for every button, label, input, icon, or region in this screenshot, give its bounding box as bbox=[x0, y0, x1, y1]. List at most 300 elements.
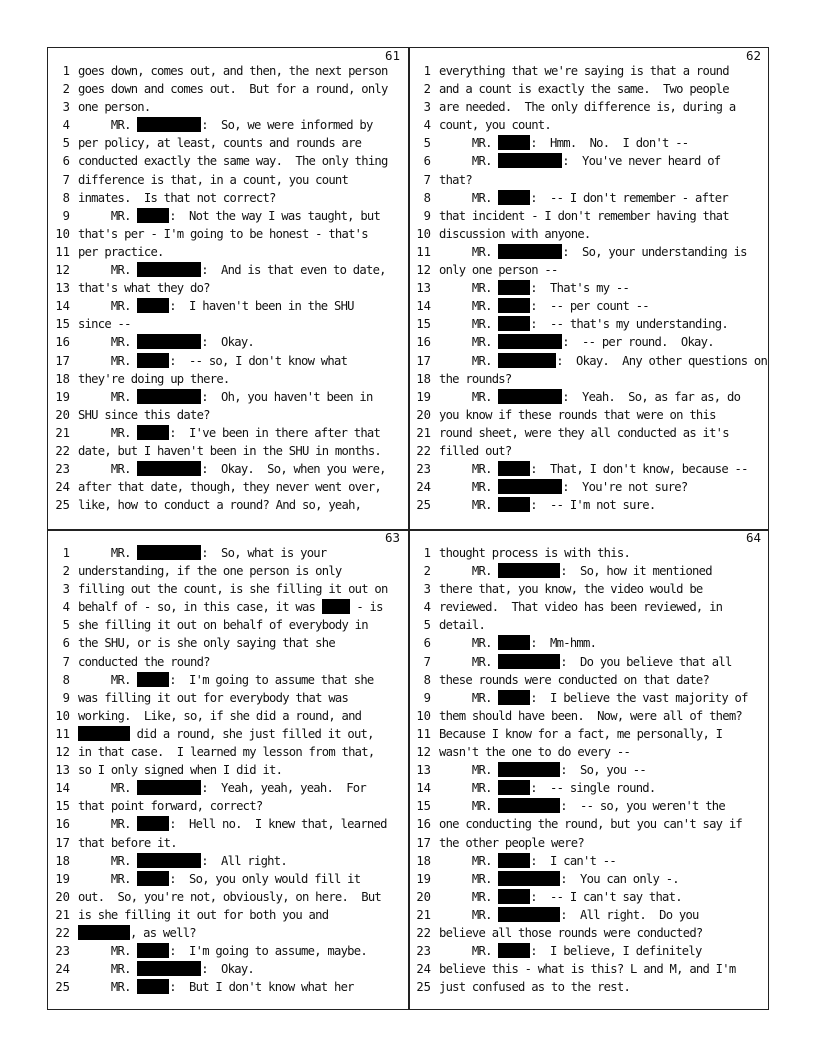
redaction-block bbox=[498, 780, 530, 795]
transcript-line bbox=[48, 134, 408, 152]
transcript-line bbox=[48, 634, 408, 652]
line-text: that incident - I don't remember having that bbox=[439, 208, 729, 223]
line-text-continued: , as well? bbox=[130, 925, 196, 940]
transcript-line bbox=[409, 225, 769, 243]
transcript-line bbox=[409, 207, 769, 225]
line-text: like, how to conduct a round? And so, yeah, bbox=[78, 498, 362, 513]
line-text: MR. bbox=[78, 389, 138, 404]
line-text: MR. bbox=[439, 244, 499, 259]
line-text-continued: : -- so, you weren't the bbox=[560, 799, 725, 814]
line-number: 17 bbox=[416, 353, 431, 368]
line-number: 20 bbox=[416, 889, 431, 904]
transcript-line bbox=[409, 80, 769, 98]
redaction-block bbox=[137, 262, 201, 277]
line-text: the SHU, or is she only saying that she bbox=[78, 636, 335, 651]
redaction-block bbox=[498, 943, 530, 958]
redaction-block bbox=[498, 762, 560, 777]
line-text: MR. bbox=[439, 480, 499, 495]
transcript-line bbox=[48, 261, 408, 279]
line-text: working. Like, so, if she did a round, and bbox=[78, 708, 362, 723]
redaction-block bbox=[498, 298, 530, 313]
redaction-block bbox=[137, 816, 169, 831]
page-number: 64 bbox=[745, 530, 761, 545]
line-number: 7 bbox=[423, 654, 431, 669]
transcript-line bbox=[48, 207, 408, 225]
line-number: 12 bbox=[416, 745, 431, 760]
line-text: is she filling it out for both you and bbox=[78, 907, 329, 922]
line-text: goes down, comes out, and then, the next person bbox=[78, 64, 388, 78]
line-number: 25 bbox=[416, 980, 431, 995]
line-text-continued: : So, your understanding is bbox=[562, 244, 747, 259]
page-number: 61 bbox=[384, 48, 400, 63]
page-lines bbox=[409, 62, 769, 514]
line-number: 3 bbox=[423, 582, 431, 597]
line-text-continued: : -- I'm not sure. bbox=[530, 498, 656, 513]
line-number: 20 bbox=[416, 407, 431, 422]
line-text: MR. bbox=[439, 889, 499, 904]
transcript-line bbox=[409, 888, 769, 906]
line-number: 1 bbox=[423, 64, 431, 78]
line-number: 9 bbox=[423, 690, 431, 705]
redaction-block bbox=[498, 635, 530, 650]
line-text: these rounds were conducted on that date? bbox=[439, 672, 710, 687]
transcript-page-62 bbox=[409, 48, 769, 529]
line-number: 3 bbox=[62, 100, 70, 115]
transcript-line bbox=[48, 743, 408, 761]
line-text-continued: : I'm going to assume that she bbox=[169, 672, 374, 687]
line-text: you know if these rounds that were on this bbox=[439, 407, 716, 422]
line-text-continued: : I believe the vast majority of bbox=[530, 690, 748, 705]
transcript-line bbox=[409, 616, 769, 634]
transcript-line bbox=[48, 797, 408, 815]
transcript-grid bbox=[47, 47, 769, 1010]
line-number: 19 bbox=[416, 871, 431, 886]
line-text: so I only signed when I did it. bbox=[78, 763, 283, 778]
line-text-continued: : And is that even to date, bbox=[201, 263, 386, 278]
transcript-line bbox=[48, 406, 408, 424]
redaction-block bbox=[137, 871, 169, 886]
line-text: MR. bbox=[78, 944, 138, 959]
redaction-block bbox=[137, 943, 169, 958]
line-text: MR. bbox=[78, 980, 138, 995]
redaction-block bbox=[137, 353, 169, 368]
line-number: 16 bbox=[55, 817, 70, 832]
redaction-block bbox=[498, 190, 530, 205]
transcript-line bbox=[409, 261, 769, 279]
transcript-line bbox=[409, 406, 769, 424]
line-text: thought process is with this. bbox=[439, 546, 631, 560]
redaction-block bbox=[498, 853, 530, 868]
transcript-line bbox=[409, 297, 769, 315]
redaction-block bbox=[498, 316, 530, 331]
transcript-line bbox=[48, 478, 408, 496]
line-number: 16 bbox=[416, 335, 431, 350]
line-text: filling out the count, is she filling it out on bbox=[78, 582, 388, 597]
line-text: MR. bbox=[439, 353, 499, 368]
line-text: filled out? bbox=[439, 443, 512, 458]
transcript-line bbox=[409, 707, 769, 725]
line-text-continued: : Okay. So, when you were, bbox=[201, 462, 386, 477]
redaction-block bbox=[498, 889, 530, 904]
line-text: conducted exactly the same way. The only thing bbox=[78, 154, 388, 169]
line-text-continued: : -- so, I don't know what bbox=[169, 353, 348, 368]
page-number: 63 bbox=[384, 530, 400, 545]
transcript-line bbox=[48, 80, 408, 98]
line-number: 24 bbox=[416, 962, 431, 977]
redaction-block bbox=[498, 871, 560, 886]
line-number: 10 bbox=[55, 226, 70, 241]
line-number: 17 bbox=[416, 835, 431, 850]
transcript-line bbox=[48, 279, 408, 297]
line-number: 13 bbox=[416, 281, 431, 296]
line-text-continued: : You're not sure? bbox=[562, 480, 688, 495]
transcript-line bbox=[48, 424, 408, 442]
line-text: they're doing up there. bbox=[78, 371, 230, 386]
transcript-line bbox=[409, 243, 769, 261]
transcript-line bbox=[409, 779, 769, 797]
line-text: MR. bbox=[439, 763, 499, 778]
transcript-line bbox=[48, 725, 408, 743]
redaction-block bbox=[498, 563, 560, 578]
page-lines bbox=[48, 544, 408, 996]
line-text: understanding, if the one person is only bbox=[78, 564, 342, 579]
line-number: 5 bbox=[423, 136, 431, 151]
line-number: 15 bbox=[55, 799, 70, 814]
transcript-line bbox=[409, 388, 769, 406]
redaction-block bbox=[498, 690, 530, 705]
line-text-continued: : You've never heard of bbox=[562, 154, 721, 169]
line-text-continued: : -- that's my understanding. bbox=[530, 317, 728, 332]
line-text-continued: : All right. Do you bbox=[560, 907, 699, 922]
line-text-continued: : I'm going to assume, maybe. bbox=[169, 944, 367, 959]
line-text: MR. bbox=[78, 263, 138, 278]
transcript-line bbox=[48, 888, 408, 906]
line-number: 25 bbox=[416, 498, 431, 513]
line-text-continued: : I haven't been in the SHU bbox=[169, 299, 354, 314]
transcript-page-64 bbox=[409, 530, 769, 1011]
line-number: 25 bbox=[55, 980, 70, 995]
transcript-line bbox=[48, 152, 408, 170]
line-text: MR. bbox=[78, 462, 138, 477]
line-number: 3 bbox=[423, 100, 431, 115]
line-number: 6 bbox=[62, 154, 70, 169]
transcript-line bbox=[48, 370, 408, 388]
line-text: MR. bbox=[78, 962, 138, 977]
transcript-line bbox=[48, 671, 408, 689]
line-text: SHU since this date? bbox=[78, 407, 210, 422]
line-text: per practice. bbox=[78, 244, 164, 259]
line-text-continued: : I believe, I definitely bbox=[530, 944, 702, 959]
line-number: 23 bbox=[416, 944, 431, 959]
line-number: 15 bbox=[416, 799, 431, 814]
line-text: MR. bbox=[439, 564, 499, 579]
line-text-continued: : -- I don't remember - after bbox=[530, 190, 728, 205]
line-number: 21 bbox=[55, 907, 70, 922]
transcript-line bbox=[48, 870, 408, 888]
line-number: 8 bbox=[423, 190, 431, 205]
line-number: 19 bbox=[55, 389, 70, 404]
line-number: 22 bbox=[55, 443, 70, 458]
line-number: 6 bbox=[62, 636, 70, 651]
transcript-line bbox=[48, 116, 408, 134]
line-text: are needed. The only difference is, during a bbox=[439, 100, 736, 115]
line-text: out. So, you're not, obviously, on here. But bbox=[78, 889, 382, 904]
transcript-line bbox=[409, 496, 769, 514]
transcript-line bbox=[48, 171, 408, 189]
redaction-block bbox=[137, 461, 201, 476]
transcript-line bbox=[48, 942, 408, 960]
line-text-continued: : -- per round. Okay. bbox=[562, 335, 714, 350]
transcript-line bbox=[48, 779, 408, 797]
transcript-page-63 bbox=[48, 530, 408, 1011]
transcript-line bbox=[409, 797, 769, 815]
line-number: 16 bbox=[416, 817, 431, 832]
line-number: 20 bbox=[55, 407, 70, 422]
redaction-block bbox=[498, 461, 530, 476]
line-number: 10 bbox=[55, 708, 70, 723]
redaction-block bbox=[498, 497, 530, 512]
redaction-block bbox=[498, 389, 562, 404]
line-text: inmates. Is that not correct? bbox=[78, 190, 276, 205]
transcript-line bbox=[48, 978, 408, 996]
line-text: MR. bbox=[78, 817, 138, 832]
redaction-block bbox=[137, 208, 169, 223]
line-number: 11 bbox=[55, 726, 70, 741]
line-number: 12 bbox=[55, 745, 70, 760]
line-number: 14 bbox=[416, 781, 431, 796]
line-text-continued: : All right. bbox=[201, 853, 287, 868]
line-number: 9 bbox=[423, 208, 431, 223]
line-number: 14 bbox=[55, 781, 70, 796]
line-number: 22 bbox=[55, 925, 70, 940]
transcript-line bbox=[409, 852, 769, 870]
line-number: 4 bbox=[423, 600, 431, 615]
line-number: 17 bbox=[55, 835, 70, 850]
transcript-page-61 bbox=[48, 48, 408, 529]
transcript-line bbox=[48, 460, 408, 478]
line-text-continued: : -- I can't say that. bbox=[530, 889, 682, 904]
redaction-block bbox=[78, 925, 130, 940]
transcript-line bbox=[409, 815, 769, 833]
redaction-block bbox=[137, 672, 169, 687]
line-number: 5 bbox=[62, 136, 70, 151]
line-text: MR. bbox=[439, 690, 499, 705]
transcript-line bbox=[409, 370, 769, 388]
line-number: 5 bbox=[423, 618, 431, 633]
transcript-line bbox=[48, 333, 408, 351]
line-text-continued: : So, you -- bbox=[560, 763, 646, 778]
line-text-continued: : Okay. bbox=[201, 335, 254, 350]
transcript-line bbox=[48, 815, 408, 833]
line-number: 18 bbox=[416, 853, 431, 868]
line-text: detail. bbox=[439, 618, 486, 633]
line-text: MR. bbox=[439, 389, 499, 404]
line-text: MR. bbox=[78, 781, 138, 796]
redaction-block bbox=[137, 780, 201, 795]
transcript-line bbox=[48, 388, 408, 406]
line-text: MR. bbox=[439, 853, 499, 868]
transcript-line bbox=[409, 634, 769, 652]
transcript-line bbox=[48, 225, 408, 243]
line-text: date, but I haven't been in the SHU in months. bbox=[78, 443, 382, 458]
line-text: Because I know for a fact, me personally, I bbox=[439, 726, 723, 741]
line-text: MR. bbox=[439, 335, 499, 350]
transcript-line bbox=[409, 152, 769, 170]
line-text: MR. bbox=[78, 853, 138, 868]
line-number: 3 bbox=[62, 582, 70, 597]
transcript-line bbox=[409, 134, 769, 152]
redaction-block bbox=[78, 726, 130, 741]
line-text-continued: : Yeah. So, as far as, do bbox=[562, 389, 741, 404]
line-number: 6 bbox=[423, 636, 431, 651]
transcript-line bbox=[409, 924, 769, 942]
line-number: 13 bbox=[416, 763, 431, 778]
line-number: 8 bbox=[62, 672, 70, 687]
redaction-block bbox=[498, 153, 562, 168]
line-text: goes down and comes out. But for a round, only bbox=[78, 82, 388, 97]
line-text: MR. bbox=[439, 871, 499, 886]
transcript-line bbox=[409, 725, 769, 743]
redaction-block bbox=[137, 298, 169, 313]
redaction-block bbox=[498, 479, 562, 494]
line-text: that's per - I'm going to be honest - that's bbox=[78, 226, 368, 241]
line-text: was filling it out for everybody that was bbox=[78, 690, 349, 705]
line-text-continued: : You can only -. bbox=[560, 871, 679, 886]
redaction-block bbox=[137, 389, 201, 404]
line-text-continued: : Mm-hmm. bbox=[530, 636, 597, 651]
line-number: 13 bbox=[55, 281, 70, 296]
line-text: wasn't the one to do every -- bbox=[439, 745, 631, 760]
line-number: 11 bbox=[416, 726, 431, 741]
line-text: that? bbox=[439, 172, 472, 187]
line-number: 10 bbox=[416, 226, 431, 241]
transcript-line bbox=[48, 562, 408, 580]
line-text: there that, you know, the video would be bbox=[439, 582, 703, 597]
line-number: 23 bbox=[55, 462, 70, 477]
line-text-continued: : Do you believe that all bbox=[560, 654, 732, 669]
line-text: MR. bbox=[78, 546, 138, 560]
redaction-block bbox=[137, 961, 201, 976]
redaction-block bbox=[137, 117, 201, 132]
transcript-line bbox=[48, 689, 408, 707]
line-number: 1 bbox=[423, 546, 431, 560]
transcript-line bbox=[48, 580, 408, 598]
line-text-continued: : So, what is your bbox=[201, 546, 327, 560]
line-text: since -- bbox=[78, 317, 131, 332]
line-text: the rounds? bbox=[439, 371, 512, 386]
transcript-line bbox=[48, 761, 408, 779]
transcript-line bbox=[409, 116, 769, 134]
line-text: MR. bbox=[78, 353, 138, 368]
line-text: believe this - what is this? L and M, and I'm bbox=[439, 962, 736, 977]
transcript-line bbox=[48, 924, 408, 942]
page-lines bbox=[409, 544, 769, 996]
line-text-continued: : -- single round. bbox=[530, 781, 656, 796]
line-text: only one person -- bbox=[439, 263, 558, 278]
line-text: MR. bbox=[439, 781, 499, 796]
line-text: MR. bbox=[439, 136, 499, 151]
line-number: 15 bbox=[55, 317, 70, 332]
line-text-continued: : I can't -- bbox=[530, 853, 616, 868]
transcript-line bbox=[48, 297, 408, 315]
line-number: 5 bbox=[62, 618, 70, 633]
line-number: 21 bbox=[416, 425, 431, 440]
line-text: MR. bbox=[78, 871, 138, 886]
line-text: and a count is exactly the same. Two people bbox=[439, 82, 729, 97]
line-number: 13 bbox=[55, 763, 70, 778]
transcript-line bbox=[48, 442, 408, 460]
transcript-line bbox=[409, 580, 769, 598]
line-text: she filling it out on behalf of everybody in bbox=[78, 618, 368, 633]
redaction-block bbox=[137, 979, 169, 994]
line-text: just confused as to the rest. bbox=[439, 980, 631, 995]
line-text: the other people were? bbox=[439, 835, 584, 850]
line-text: MR. bbox=[439, 299, 499, 314]
line-text-continued: : Okay. bbox=[201, 962, 254, 977]
line-text-continued: : Okay. Any other questions on bbox=[556, 353, 768, 368]
line-number: 12 bbox=[416, 263, 431, 278]
line-number: 9 bbox=[62, 690, 70, 705]
transcript-line bbox=[409, 279, 769, 297]
transcript-line bbox=[409, 189, 769, 207]
line-text-continued: : But I don't know what her bbox=[169, 980, 354, 995]
line-text: MR. bbox=[439, 907, 499, 922]
line-text-continued: : Yeah, yeah, yeah. For bbox=[201, 781, 366, 796]
transcript-line bbox=[409, 906, 769, 924]
redaction-block bbox=[322, 599, 350, 614]
line-text: MR. bbox=[439, 190, 499, 205]
redaction-block bbox=[498, 334, 562, 349]
line-number: 8 bbox=[62, 190, 70, 205]
transcript-line bbox=[409, 743, 769, 761]
page-lines bbox=[48, 62, 408, 514]
line-number: 15 bbox=[416, 317, 431, 332]
line-number: 18 bbox=[416, 371, 431, 386]
line-text: conducted the round? bbox=[78, 654, 210, 669]
redaction-block bbox=[137, 545, 201, 560]
line-text: one conducting the round, but you can't say if bbox=[439, 817, 743, 832]
transcript-line bbox=[48, 315, 408, 333]
transcript-line bbox=[409, 478, 769, 496]
line-text: everything that we're saying is that a round bbox=[439, 64, 729, 78]
transcript-line bbox=[48, 62, 408, 80]
transcript-line bbox=[409, 870, 769, 888]
line-number: 22 bbox=[416, 925, 431, 940]
transcript-line bbox=[409, 442, 769, 460]
line-text: MR. bbox=[78, 208, 138, 223]
transcript-line bbox=[409, 62, 769, 80]
line-number: 14 bbox=[416, 299, 431, 314]
line-text: MR. bbox=[78, 118, 138, 133]
line-text: them should have been. Now, were all of them? bbox=[439, 708, 743, 723]
line-number: 9 bbox=[62, 208, 70, 223]
line-text-continued: : So, we were informed by bbox=[201, 118, 373, 133]
transcript-line bbox=[409, 544, 769, 562]
line-number: 11 bbox=[416, 244, 431, 259]
line-text: per policy, at least, counts and rounds are bbox=[78, 136, 362, 151]
line-number: 1 bbox=[62, 546, 70, 560]
line-number: 17 bbox=[55, 353, 70, 368]
transcript-line bbox=[409, 424, 769, 442]
line-text: MR. bbox=[439, 944, 499, 959]
redaction-block bbox=[498, 135, 530, 150]
transcript-line bbox=[48, 598, 408, 616]
line-text: after that date, though, they never went over, bbox=[78, 480, 382, 495]
line-text: MR. bbox=[439, 654, 499, 669]
line-text: round sheet, were they all conducted as it's bbox=[439, 425, 729, 440]
transcript-line bbox=[409, 333, 769, 351]
redaction-block bbox=[137, 853, 201, 868]
